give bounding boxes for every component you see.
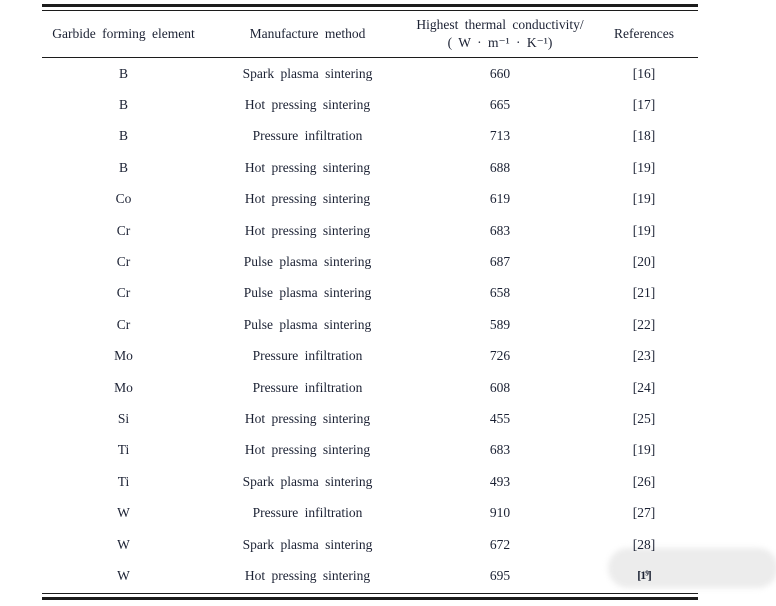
value-cell: 660 xyxy=(489,65,511,81)
method-cell: Spark plasma sintering xyxy=(242,65,373,81)
table-row xyxy=(42,466,698,497)
reference-cell: [17] xyxy=(632,97,656,113)
method-cell: Hot pressing sintering xyxy=(244,222,371,238)
table-row xyxy=(42,184,698,215)
method-cell: Hot pressing sintering xyxy=(244,97,371,113)
table-row xyxy=(42,560,698,591)
reference-cell: [18] xyxy=(632,128,656,144)
table-row xyxy=(42,497,698,528)
value-cell: 493 xyxy=(489,473,511,489)
method-cell: Pulse plasma sintering xyxy=(243,254,372,270)
method-cell: Hot pressing sintering xyxy=(244,410,371,426)
header-conductivity xyxy=(410,16,590,52)
table-row xyxy=(42,121,698,152)
reference-cell: [19] xyxy=(632,159,656,175)
element-cell: B xyxy=(118,159,128,175)
value-cell: 455 xyxy=(489,410,511,426)
value-cell: 910 xyxy=(489,505,511,521)
table-row xyxy=(42,152,698,183)
method-cell: Hot pressing sintering xyxy=(244,442,371,458)
table-row xyxy=(42,89,698,120)
table-row xyxy=(42,215,698,246)
method-cell: Pulse plasma sintering xyxy=(243,316,372,332)
value-cell: 608 xyxy=(489,379,511,395)
table-row xyxy=(42,58,698,89)
method-cell: Hot pressing sintering xyxy=(244,159,371,175)
method-cell: Pressure infiltration xyxy=(252,348,363,364)
element-cell: W xyxy=(117,567,130,583)
table-bottom-thick-rule xyxy=(42,597,698,600)
value-cell: 688 xyxy=(489,159,511,175)
value-cell: 687 xyxy=(489,254,511,270)
reference-cell: [24] xyxy=(632,379,656,395)
header-method: Manufacture method xyxy=(249,26,366,41)
value-cell: 726 xyxy=(489,348,511,364)
table-bottom-thin-rule xyxy=(42,593,698,594)
reference-cell: [27] xyxy=(632,505,656,521)
value-cell: 658 xyxy=(489,285,511,301)
value-cell: 619 xyxy=(489,191,511,207)
element-cell: Mo xyxy=(114,348,133,364)
element-cell: B xyxy=(118,65,128,81)
header-conductivity-line2: ( W · m⁻¹ · K⁻¹) xyxy=(447,35,553,50)
reference-cell: [19] xyxy=(632,442,656,458)
table-row xyxy=(42,529,698,560)
table-body xyxy=(42,58,698,592)
value-cell: 589 xyxy=(489,316,511,332)
element-cell: Co xyxy=(115,191,132,207)
table-row xyxy=(42,278,698,309)
method-cell: Spark plasma sintering xyxy=(242,536,373,552)
method-cell: Spark plasma sintering xyxy=(242,473,373,489)
table-row xyxy=(42,341,698,372)
method-cell: Pressure infiltration xyxy=(252,128,363,144)
reference-cell: [21] xyxy=(632,285,656,301)
header-conductivity-line1: Highest thermal conductivity/ xyxy=(416,17,584,32)
element-cell: B xyxy=(118,128,128,144)
table-row xyxy=(42,435,698,466)
reference-cell: [28] xyxy=(632,536,656,552)
reference-cell: [19] xyxy=(632,222,656,238)
reference-cell: [16] xyxy=(632,65,656,81)
header-element: Garbide forming element xyxy=(52,26,195,41)
reference-cell: [26] xyxy=(632,473,656,489)
table-row xyxy=(42,403,698,434)
element-cell: W xyxy=(117,536,130,552)
table-row xyxy=(42,372,698,403)
element-cell: Ti xyxy=(117,442,130,458)
reference-cell: [19] xyxy=(632,191,656,207)
method-cell: Pulse plasma sintering xyxy=(243,285,372,301)
element-cell: Cr xyxy=(116,285,131,301)
value-cell: 665 xyxy=(489,97,511,113)
element-cell: Cr xyxy=(116,254,131,270)
table-row xyxy=(42,246,698,277)
method-cell: Hot pressing sintering xyxy=(244,191,371,207)
reference-cell: [25] xyxy=(632,410,656,426)
element-cell: Cr xyxy=(116,316,131,332)
table-top-thick-rule xyxy=(42,4,698,7)
value-cell: 695 xyxy=(489,567,511,583)
value-cell: 683 xyxy=(489,442,511,458)
element-cell: W xyxy=(117,505,130,521)
table-row xyxy=(42,309,698,340)
header-references: References xyxy=(614,26,674,41)
element-cell: Cr xyxy=(116,222,131,238)
value-cell: 683 xyxy=(489,222,511,238)
reference-cell: [20] xyxy=(632,254,656,270)
value-cell: 672 xyxy=(489,536,511,552)
value-cell: 713 xyxy=(489,128,511,144)
reference-cell: [23] xyxy=(632,348,656,364)
element-cell: Ti xyxy=(117,473,130,489)
reference-cell: [1⁹] xyxy=(637,568,651,583)
data-table xyxy=(42,4,698,604)
element-cell: B xyxy=(118,97,128,113)
element-cell: Si xyxy=(117,410,130,426)
method-cell: Pressure infiltration xyxy=(252,505,363,521)
table-header-row xyxy=(42,11,698,57)
element-cell: Mo xyxy=(114,379,133,395)
reference-cell: [22] xyxy=(632,316,656,332)
method-cell: Hot pressing sintering xyxy=(244,567,371,583)
method-cell: Pressure infiltration xyxy=(252,379,363,395)
